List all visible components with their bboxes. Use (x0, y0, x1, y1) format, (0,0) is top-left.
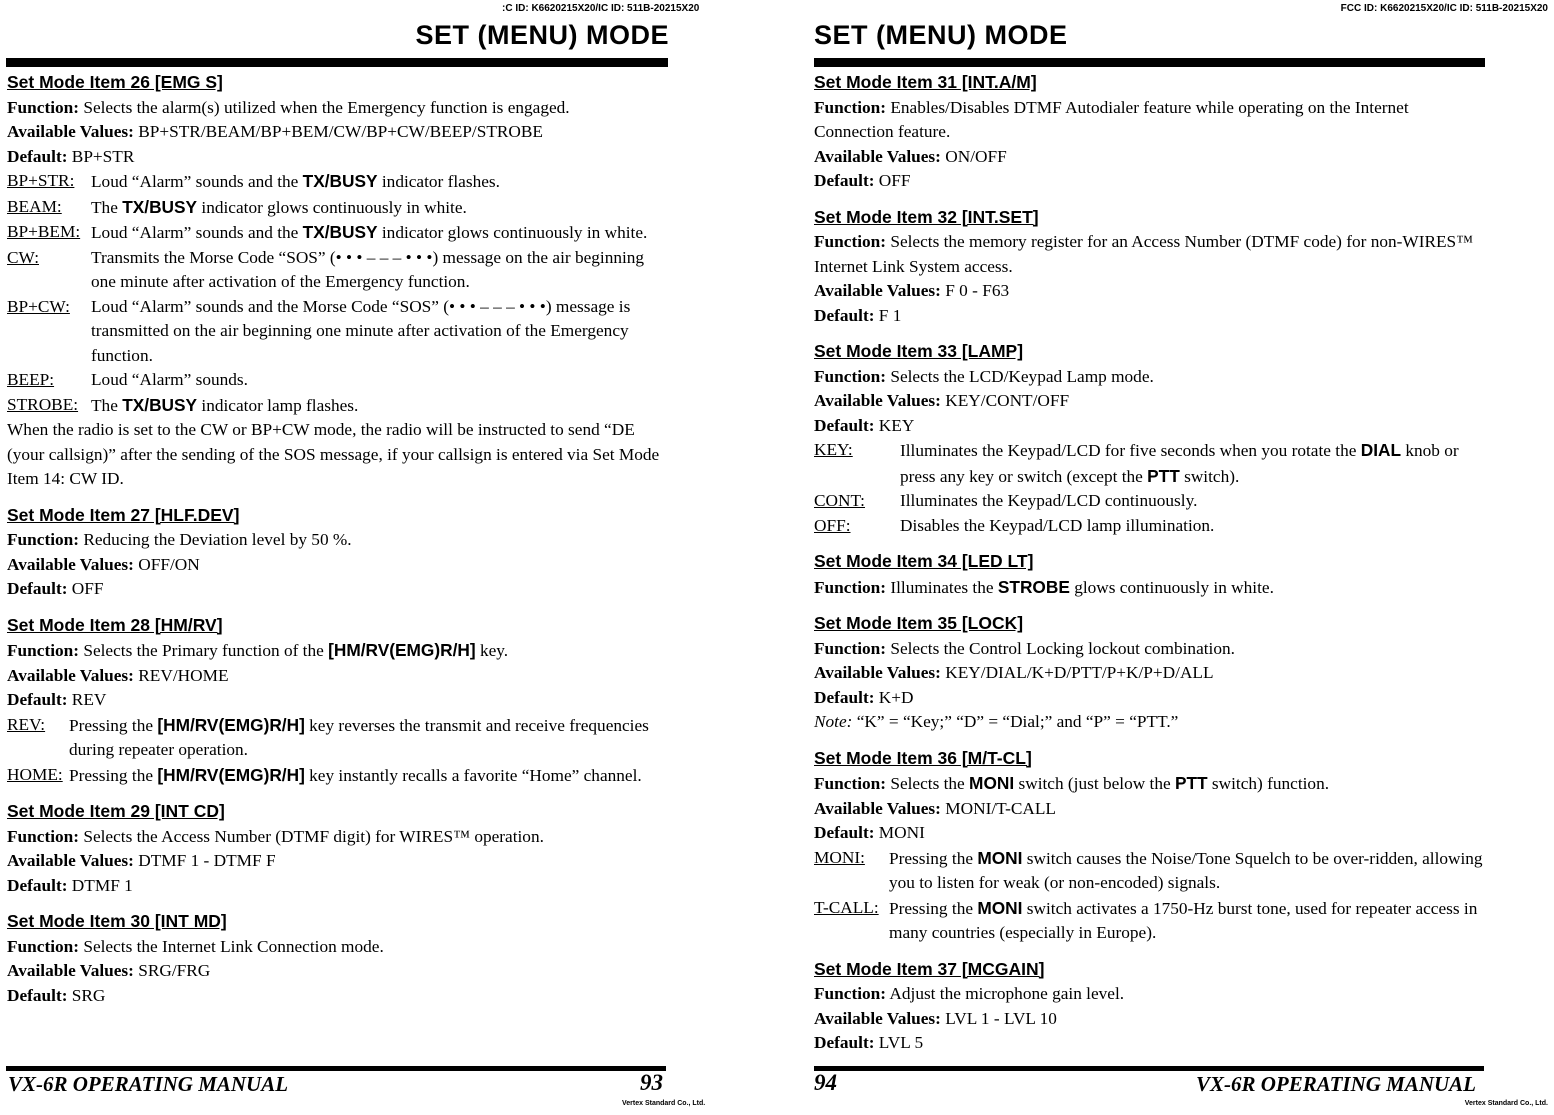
function-text: Selects the LCD/Keypad Lamp mode. (890, 366, 1154, 386)
default-text: DTMF 1 (71, 875, 133, 895)
values-label: Available Values: (7, 665, 134, 685)
definition-key (814, 438, 1484, 489)
footer-manual-title: VX-6R OPERATING MANUAL (8, 1072, 289, 1096)
function-line (814, 637, 1484, 662)
values-label: Available Values: (7, 961, 134, 980)
values-line (814, 661, 1484, 686)
item-heading: Set Mode Item 34 [LED LT] (814, 551, 1034, 571)
definition-term: BP+BEM: (7, 222, 81, 241)
values-line (814, 279, 1484, 304)
default-text: KEY (878, 415, 915, 435)
definition-bp-str (7, 169, 669, 195)
definition-text-post: key reverses the transmit and receive frequencies during repeater operation. (69, 715, 649, 759)
keyword: [HM/RV(EMG)R/H] (157, 764, 305, 785)
set-mode-item-31 (814, 69, 1484, 194)
set-mode-item-26 (7, 69, 669, 492)
default-text: LVL 5 (878, 1033, 924, 1052)
title-rule (6, 58, 668, 67)
definition-text (900, 438, 1484, 489)
definition-text-pre: Pressing the (889, 848, 978, 868)
default-text: SRG (71, 985, 106, 1005)
values-line (814, 145, 1484, 170)
definition-text-post: indicator glows continuously in white. (197, 197, 467, 217)
definition-cw (7, 246, 669, 295)
page-number: 93 (640, 1070, 663, 1095)
values-text: OFF/ON (138, 554, 200, 574)
left-content (7, 69, 669, 1018)
item-heading: Set Mode Item 26 [EMG S] (7, 72, 223, 92)
footer-rule (814, 1066, 1484, 1071)
keyword: MONI (969, 773, 1015, 793)
definition-text (91, 195, 669, 221)
item-heading: Set Mode Item 32 [INT.SET] (814, 206, 1039, 227)
definition-term: STROBE: (7, 394, 79, 414)
note-label: Note: (814, 712, 853, 731)
default-line (814, 821, 1484, 846)
function-text-pre: Selects the Primary function of the (83, 641, 329, 660)
function-line (7, 825, 669, 850)
values-text: KEY/DIAL/K+D/PTT/P+K/P+D/ALL (945, 663, 1214, 682)
keyword: TX/BUSY (122, 394, 198, 415)
definition-text-pre: Loud “Alarm” sounds and the (91, 223, 303, 242)
values-label: Available Values: (7, 851, 134, 870)
values-label: Available Values: (814, 1008, 941, 1028)
function-line (814, 575, 1484, 601)
values-text: BP+STR/BEAM/BP+BEM/CW/BP+CW/BEEP/STROBE (138, 122, 543, 141)
set-mode-item-27 (7, 502, 669, 602)
definition-text-pre: The (91, 395, 123, 415)
item-heading: Set Mode Item 30 [INT MD] (7, 911, 227, 931)
values-line (7, 959, 669, 984)
function-line (7, 528, 669, 553)
default-line (814, 1031, 1484, 1056)
values-label: Available Values: (7, 554, 134, 574)
definition-text (91, 169, 669, 195)
values-label: Available Values: (814, 391, 941, 410)
function-text: Selects the memory register for an Access Number (DTMF code) for non-WIRES™ Internet Link System access. (814, 232, 1474, 276)
definition-text-pre: Pressing the (69, 715, 158, 735)
item-heading: Set Mode Item 29 [INT CD] (7, 801, 225, 821)
note-line (814, 710, 1484, 735)
default-text: REV (71, 690, 107, 709)
definition-term: BP+STR: (7, 171, 75, 190)
item-heading: Set Mode Item 28 [HM/RV] (7, 614, 223, 635)
definition-text-post: switch). (1179, 466, 1240, 486)
fcc-id: FCC ID: K6620215X20/IC ID: 511B-20215X20 (1340, 3, 1548, 14)
definition-term: MONI: (814, 847, 865, 867)
definition-term: KEY: (814, 440, 853, 459)
right-content (814, 69, 1484, 1066)
default-label: Default: (814, 823, 875, 842)
page-title: SET (MENU) MODE (415, 20, 669, 50)
function-label: Function: (814, 366, 887, 386)
definition-text-post: switch causes the Noise/Tone Squelch to be over-ridden, allowing you to listen for weak (or non-encoded) signals. (889, 848, 1483, 892)
definition-term: BEAM: (7, 196, 62, 216)
definition-term: REV: (7, 714, 46, 734)
function-label: Function: (814, 232, 887, 251)
set-mode-item-34 (814, 548, 1484, 600)
definition-beep (7, 368, 669, 393)
definition-text (69, 713, 669, 763)
default-line (7, 874, 669, 899)
set-mode-item-29 (7, 798, 669, 898)
function-label: Function: (7, 936, 80, 956)
item-heading: Set Mode Item 31 [INT.A/M] (814, 72, 1037, 92)
function-label: Function: (814, 638, 887, 658)
function-text-pre: Selects the (890, 774, 970, 793)
default-label: Default: (814, 415, 875, 435)
item-heading: Set Mode Item 37 [MCGAIN] (814, 958, 1045, 979)
default-label: Default: (7, 875, 68, 895)
function-text: Selects the Access Number (DTMF digit) for WIRES™ operation. (83, 826, 544, 846)
definition-text: Transmits the Morse Code “SOS” (• • • – – – • • •) message on the air beginning one minute after activation of the Emergency function. (91, 247, 645, 291)
function-label: Function: (814, 577, 887, 597)
keyword: TX/BUSY (302, 171, 378, 191)
values-label: Available Values: (814, 798, 941, 818)
values-text: SRG/FRG (138, 961, 211, 980)
vendor-name: Vertex Standard Co., Ltd. (1464, 1100, 1548, 1107)
values-line (7, 849, 669, 874)
page-title: SET (MENU) MODE (814, 20, 1068, 50)
function-line (814, 96, 1484, 145)
definition-text: Loud “Alarm” sounds. (91, 370, 248, 389)
definition-term: CW: (7, 247, 39, 267)
values-text: KEY/CONT/OFF (945, 391, 1070, 410)
set-mode-item-32 (814, 204, 1484, 329)
footer-manual-title: VX-6R OPERATING MANUAL (1195, 1072, 1476, 1096)
function-text-post: switch) function. (1207, 774, 1330, 793)
set-mode-item-33 (814, 338, 1484, 538)
default-text: OFF (878, 171, 911, 190)
keyword: MONI (977, 897, 1023, 918)
definition-cont (814, 489, 1484, 514)
function-line (814, 982, 1484, 1007)
keyword: PTT (1147, 465, 1180, 486)
function-label: Function: (814, 97, 887, 117)
definition-term: HOME: (7, 764, 63, 784)
function-text: Reducing the Deviation level by 50 %. (83, 530, 352, 549)
default-text: OFF (71, 579, 104, 598)
default-label: Default: (814, 171, 875, 190)
values-text: DTMF 1 - DTMF F (138, 851, 276, 870)
title-rule (814, 58, 1485, 67)
values-line (7, 553, 669, 578)
left-page (0, 0, 705, 1115)
default-text: K+D (878, 687, 914, 707)
set-mode-item-30 (7, 908, 669, 1008)
definition-text-post: indicator lamp flashes. (197, 395, 359, 415)
definition-text-pre: The (91, 197, 123, 217)
definition-term: OFF: (814, 515, 851, 535)
keyword: PTT (1174, 773, 1208, 793)
keyword: DIAL (1360, 440, 1402, 460)
definition-term: BP+CW: (7, 296, 70, 316)
values-text: F 0 - F63 (945, 281, 1010, 300)
default-line (7, 577, 669, 602)
definition-text: Disables the Keypad/LCD lamp illumination. (900, 515, 1215, 535)
page-number: 94 (814, 1070, 837, 1095)
values-line (7, 664, 669, 689)
keyword: MONI (977, 847, 1023, 868)
default-line (814, 169, 1484, 194)
keyword: TX/BUSY (302, 222, 378, 242)
definition-text-post: indicator glows continuously in white. (377, 223, 648, 242)
function-label: Function: (814, 774, 887, 793)
set-mode-item-35 (814, 610, 1484, 735)
values-line (814, 797, 1484, 822)
function-text-pre: Illuminates the (890, 577, 998, 597)
function-text: Selects the alarm(s) utilized when the Emergency function is engaged. (83, 97, 570, 117)
default-label: Default: (7, 579, 68, 598)
note-text: “K” = “Key;” “D” = “Dial;” and “P” = “PTT.” (856, 712, 1179, 731)
default-line (7, 145, 669, 170)
default-text: MONI (878, 823, 925, 842)
fcc-id: :C ID: K6620215X20/IC ID: 511B-20215X20 (502, 3, 700, 14)
default-label: Default: (814, 305, 875, 325)
default-label: Default: (7, 146, 68, 166)
keyword: TX/BUSY (122, 196, 198, 217)
default-line (7, 688, 669, 713)
definition-strobe (7, 393, 669, 419)
definition-text (889, 846, 1484, 896)
values-label: Available Values: (814, 281, 941, 300)
default-label: Default: (7, 985, 68, 1005)
function-line (7, 935, 669, 960)
values-label: Available Values: (814, 146, 941, 166)
set-mode-item-37 (814, 956, 1484, 1056)
definition-bp-bem (7, 220, 669, 246)
values-text: MONI/T-CALL (945, 798, 1056, 818)
definition-text: Loud “Alarm” sounds and the Morse Code “SOS” (• • • – – – • • •) message is transmitted on the air beginning one minute after activation of the Emergency function. (91, 296, 631, 365)
default-label: Default: (7, 690, 68, 709)
item-heading: Set Mode Item 33 [LAMP] (814, 341, 1024, 361)
keyword: STROBE (997, 576, 1070, 597)
function-line (814, 365, 1484, 390)
definition-text (889, 896, 1484, 946)
definition-term: BEEP: (7, 370, 55, 389)
values-label: Available Values: (814, 663, 941, 682)
definition-off (814, 514, 1484, 539)
definition-text: Illuminates the Keypad/LCD continuously. (900, 491, 1198, 510)
function-text: Selects the Internet Link Connection mode. (83, 936, 384, 956)
definition-term: CONT: (814, 491, 865, 510)
function-text: Enables/Disables DTMF Autodialer feature while operating on the Internet Connection feature. (814, 97, 1409, 141)
note-paragraph: When the radio is set to the CW or BP+CW mode, the radio will be instructed to send “DE (your callsign)” after the sending of the SOS message, if your callsign is entered via Set Mode Item 14: CW ID. (7, 420, 660, 488)
default-line (814, 304, 1484, 329)
right-page (808, 0, 1554, 1115)
definition-text-pre: Pressing the (69, 765, 158, 785)
set-mode-item-28 (7, 612, 669, 789)
definition-text (91, 220, 669, 246)
definition-moni (814, 846, 1484, 896)
item-heading: Set Mode Item 27 [HLF.DEV] (7, 504, 240, 525)
definition-text-pre: Pressing the (889, 898, 978, 918)
values-text: ON/OFF (945, 146, 1007, 166)
definition-text-pre: Loud “Alarm” sounds and the (91, 172, 303, 191)
definition-bp-cw (7, 295, 669, 369)
values-line (7, 120, 669, 145)
keyword: [HM/RV(EMG)R/H] (157, 714, 305, 735)
default-label: Default: (814, 1033, 875, 1052)
function-line (7, 96, 669, 121)
values-label: Available Values: (7, 122, 134, 141)
values-line (814, 1007, 1484, 1032)
definition-text (91, 393, 669, 419)
item-heading: Set Mode Item 36 [M/T-CL] (814, 747, 1032, 768)
vendor-name: Vertex Standard Co., Ltd. (622, 1100, 706, 1107)
definition-home (7, 763, 669, 789)
keyword: [HM/RV(EMG)R/H] (328, 640, 476, 660)
default-line (7, 984, 669, 1009)
definition-rev (7, 713, 669, 763)
function-line (814, 230, 1484, 279)
function-label: Function: (7, 97, 80, 117)
definition-text-pre: Illuminates the Keypad/LCD for five seconds when you rotate the (900, 441, 1361, 460)
values-text: LVL 1 - LVL 10 (945, 1008, 1057, 1028)
definition-beam (7, 195, 669, 221)
definition-text-mid: knob or press any key or switch (except the (900, 441, 1459, 486)
default-text: BP+STR (71, 146, 135, 166)
definition-text (69, 763, 669, 789)
definition-term: T-CALL: (814, 897, 879, 917)
function-line (7, 638, 669, 664)
values-text: REV/HOME (138, 665, 229, 685)
default-text: F 1 (878, 305, 902, 325)
function-text: Selects the Control Locking lockout combination. (890, 638, 1235, 658)
definition-t-call (814, 896, 1484, 946)
function-text-post: key. (475, 641, 509, 660)
definition-text-post: indicator flashes. (377, 172, 500, 191)
function-label: Function: (7, 641, 80, 660)
default-label: Default: (814, 687, 875, 707)
function-text: Adjust the microphone gain level. (889, 984, 1125, 1003)
item-heading: Set Mode Item 35 [LOCK] (814, 613, 1024, 633)
function-label: Function: (7, 530, 80, 549)
definition-text-post: switch activates a 1750-Hz burst tone, used for repeater access in many countries (especially in Europe). (889, 898, 1478, 942)
function-label: Function: (814, 984, 887, 1003)
function-text-post: glows continuously in white. (1069, 577, 1274, 597)
set-mode-item-36 (814, 745, 1484, 946)
definition-text-post: key instantly recalls a favorite “Home” channel. (304, 765, 642, 785)
function-text-mid: switch (just below the (1014, 774, 1175, 793)
default-line (814, 414, 1484, 439)
footer-rule (6, 1066, 666, 1071)
values-line (814, 389, 1484, 414)
function-label: Function: (7, 826, 80, 846)
function-line (814, 771, 1484, 797)
default-line (814, 686, 1484, 711)
